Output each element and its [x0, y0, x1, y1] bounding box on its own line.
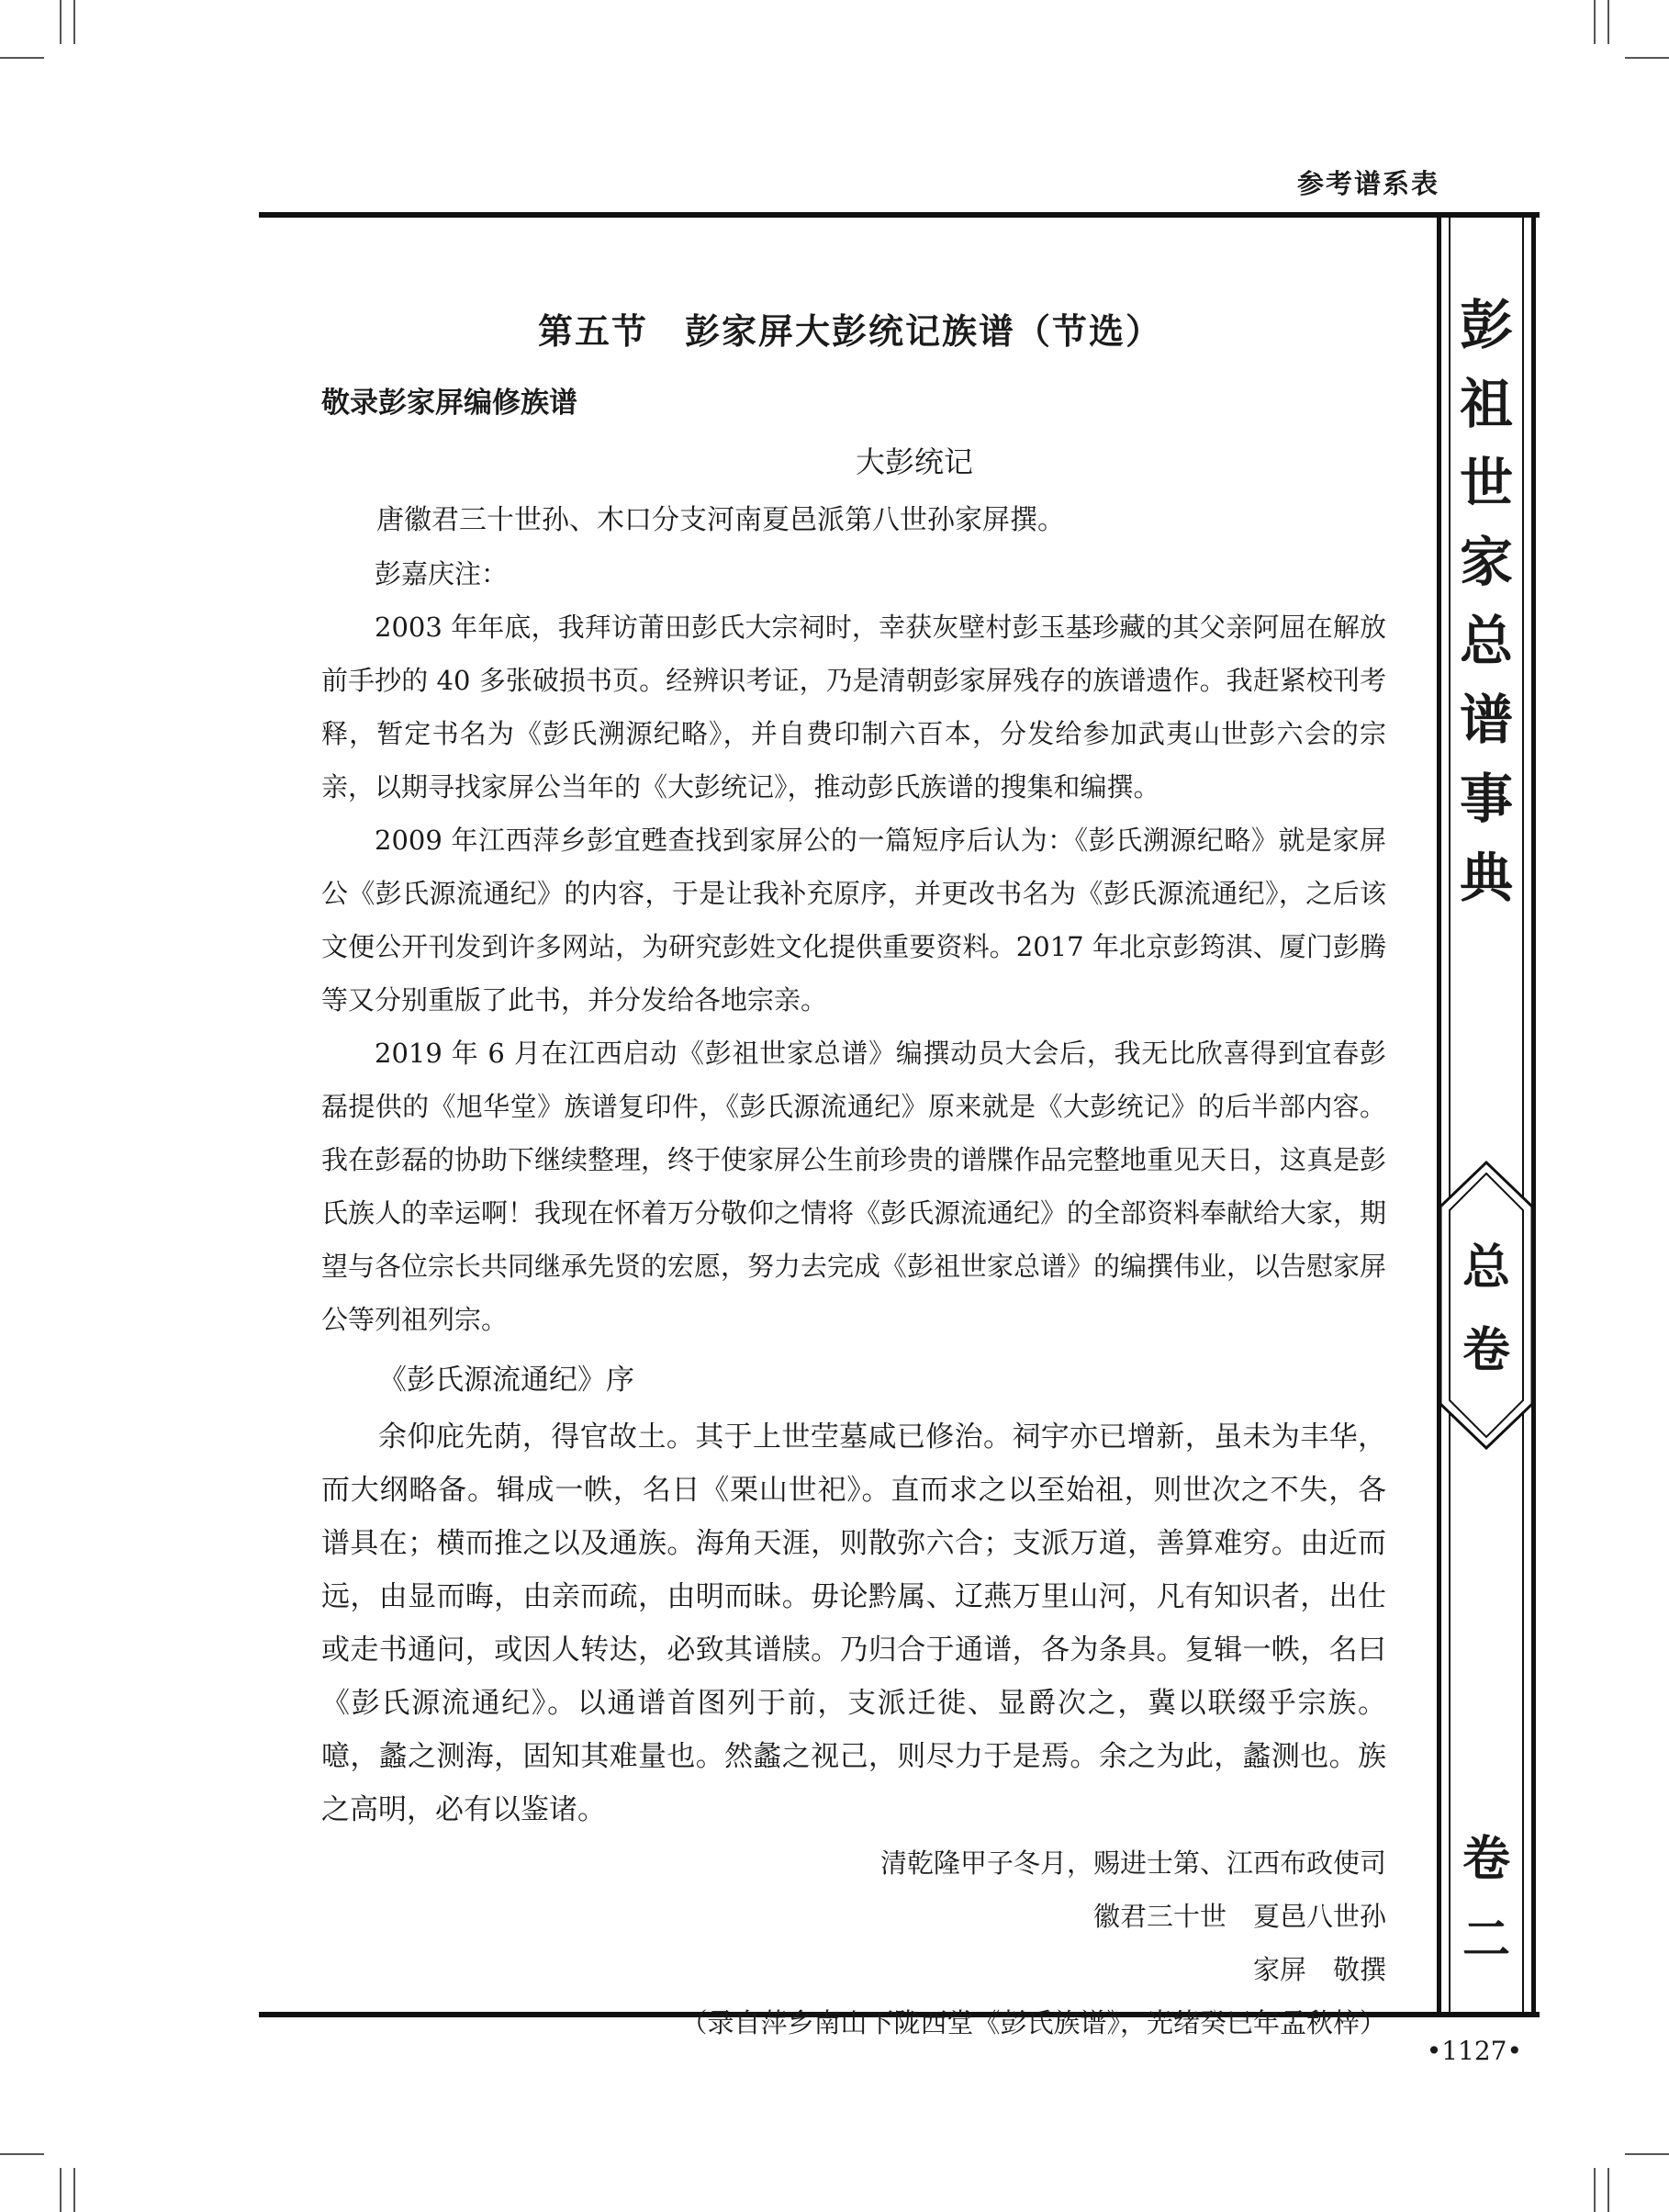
top-rule: [259, 212, 1540, 218]
section-title: 第五节 彭家屏大彭统记族谱（节选）: [537, 311, 1162, 352]
crop-mark: [1625, 2153, 1669, 2155]
author-line: 唐徽君三十世孙、木口分支河南夏邑派第八世孙家屏撰。: [376, 504, 1065, 536]
crop-mark: [1607, 0, 1609, 44]
volume-label-vertical: [1437, 1227, 1536, 1392]
book-title-char: 事: [1459, 768, 1513, 830]
volume-char: 卷: [1462, 1323, 1510, 1378]
signature-line: 徽君三十世 夏邑八世孙: [1092, 1901, 1386, 1932]
source-note: （录自萍乡南山下陇西堂《彭氏族谱》，光绪癸巳年孟秋梓）: [680, 2007, 1386, 2038]
crop-mark: [73, 0, 75, 44]
signature-line: 家屏 敬撰: [1252, 1954, 1386, 1985]
crop-mark: [0, 57, 44, 59]
subsection-title: 敬录彭家屏编修族谱: [321, 387, 577, 420]
running-head: 参考谱系表: [1296, 168, 1439, 199]
crop-mark: [73, 2168, 75, 2212]
crop-mark: [1594, 0, 1596, 44]
crop-mark: [60, 2168, 62, 2212]
body-paragraph: 2019 年 6 月在江西启动《彭祖世家总谱》编撰动员大会后，我无比欣喜得到宜春彭磊提供的《旭华堂》族谱复印件，《彭氏源流通纪》原来就是《大彭统记》的后半部内容。我在彭磊的协助下继续整理，终于使家屏公生前珍贵的谱牒作品完整地重见天日，这真是彭氏族人的幸运啊！我现在怀着万分敬仰之情将《彭氏源流通纪》的全部资料奉献给大家，期望与各位宗长共同继承先贤的宏愿，努力去完成《彭祖世家总谱》的编撰伟业，以告慰家屏公等列祖列宗。: [321, 1038, 1387, 1335]
body-paragraph: 2003 年年底，我拜访莆田彭氏大宗祠时，幸获灰壁村彭玉基珍藏的其父亲阿屈在解放前手抄的 40 多张破损书页。经辨识考证，乃是清朝彭家屏残存的族谱遗作。我赶紧校刊考释，暂定书名为《彭氏溯源纪略》，并自费印制六百本，分发给参加武夷山世彭六会的宗亲，以期寻找家屏公当年的《大彭统记》，推动彭氏族谱的搜集和编撰。: [321, 612, 1386, 803]
book-title-char: 总: [1459, 610, 1513, 672]
sub-volume-char: 卷: [1462, 1832, 1510, 1887]
book-title-vertical: [1437, 286, 1536, 917]
crop-mark: [1594, 2168, 1596, 2212]
sub-volume-char: 二: [1462, 1913, 1510, 1968]
body-paragraph: 2009 年江西萍乡彭宜甦查找到家屏公的一篇短序后认为：《彭氏溯源纪略》就是家屏公《彭氏源流通纪》的内容，于是让我补充原序，并更改书名为《彭氏源流通纪》，之后该文便公开刊发到许多网站，为研究彭姓文化提供重要资料。2017 年北京彭筠淇、厦门彭腾等又分别重版了此书，并分发给各地宗亲。: [321, 825, 1386, 1016]
preface-heading: 《彭氏源流通纪》序: [378, 1364, 634, 1397]
book-title-char: 彭: [1459, 294, 1513, 356]
main-content: [259, 303, 1386, 2049]
book-title-char: 世: [1459, 452, 1513, 514]
book-title-char: 家: [1459, 531, 1513, 593]
crop-mark: [60, 0, 62, 44]
crop-mark: [1607, 2168, 1609, 2212]
note-label: 彭嘉庆注：: [375, 558, 509, 589]
crop-mark: [1625, 57, 1669, 59]
book-title-char: 祖: [1459, 373, 1513, 435]
preface-text: 余仰庇先荫，得官故土。其于上世茔墓咸已修治。祠宇亦已增新，虽未为丰华，而大纲略备。辑成一帙，名日《栗山世祀》。直而求之以至始祖，则世次之不失，各谱具在；横而推之以及通族。海角天涯，则散弥六合；支派万道，善算难穷。由近而远，由显而晦，由亲而疏，由明而昧。毋论黔属、辽燕万里山河，凡有知识者，出仕或走书通问，或因人转达，必致其谱牍。乃归合于通谱，各为条具。复辑一帙，名曰《彭氏源流通纪》。以通谱首图列于前，支派迁徙、显爵次之，冀以联缀乎宗族。噫，蠡之测海，固知其难量也。然蠡之视己，则尽力于是焉。余之为此，蠡测也。族之高明，必有以鉴诸。: [321, 1420, 1386, 1826]
signature-line: 清乾隆甲子冬月，赐进士第、江西布政使司: [879, 1847, 1386, 1879]
book-title-char: 典: [1459, 847, 1513, 909]
volume-char: 总: [1462, 1241, 1510, 1296]
side-tab: [1437, 212, 1536, 2017]
center-heading: 大彭统记: [855, 444, 973, 479]
page-number: •1127•: [1426, 2036, 1522, 2066]
book-title-char: 谱: [1459, 689, 1513, 751]
crop-mark: [0, 2153, 44, 2155]
sub-volume-label-vertical: [1437, 1819, 1536, 1981]
